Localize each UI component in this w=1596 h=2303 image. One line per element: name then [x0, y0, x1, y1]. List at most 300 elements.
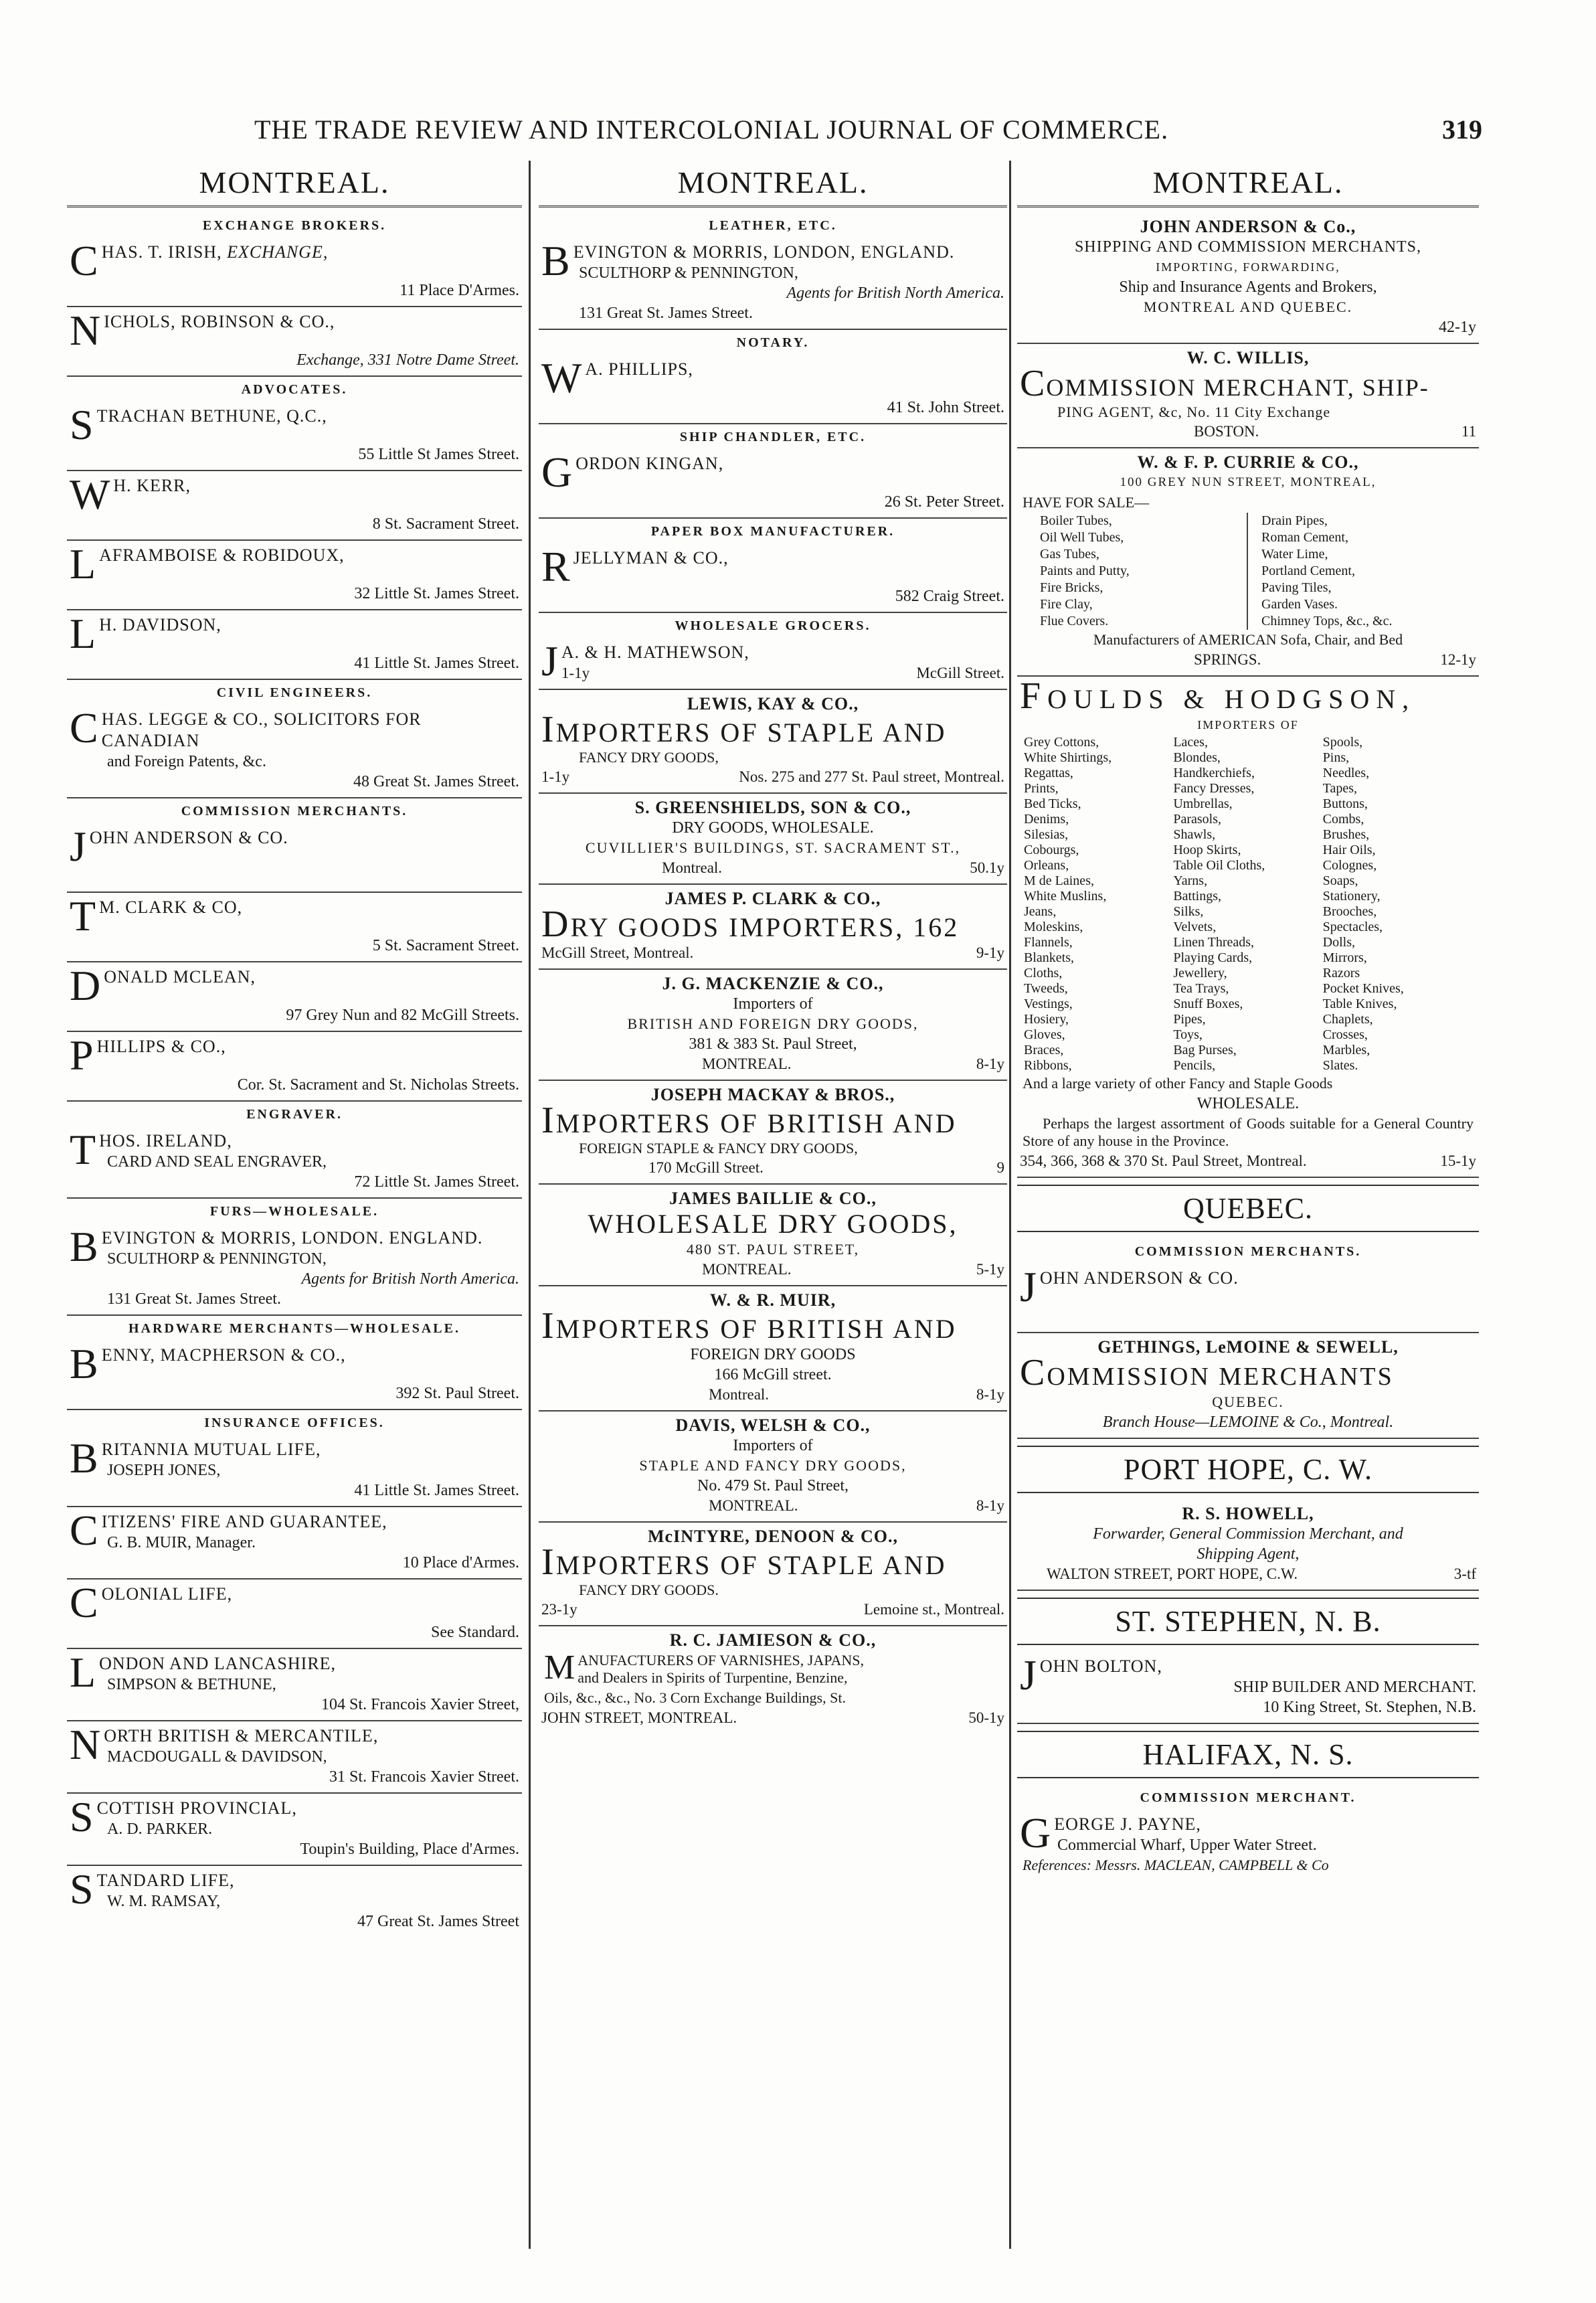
entry-address: JOHN STREET, MONTREAL.: [541, 1709, 737, 1726]
list-item: Jeans,: [1024, 904, 1057, 919]
drop-cap: N: [70, 1721, 102, 1768]
advertisement: [1017, 1500, 1479, 1591]
section-heading: HARDWARE MERCHANTS—WHOLESALE.: [128, 1321, 460, 1336]
entry-name: RITANNIA MUTUAL LIFE,: [101, 1440, 321, 1459]
list-item: Fire Bricks,: [1040, 580, 1103, 595]
ad-line: FANCY DRY GOODS,: [579, 749, 719, 766]
entry-address: 41 St. John Street.: [887, 399, 1004, 416]
list-item: Battings,: [1173, 889, 1221, 904]
list-item: Pins,: [1322, 750, 1350, 765]
entry-term: 8-1y: [976, 1497, 1004, 1514]
advertisement: [539, 1626, 1007, 1733]
list-item: Tweeds,: [1024, 981, 1068, 996]
drop-cap: M: [544, 1648, 575, 1687]
entry-address: 131 Great St. James Street.: [107, 1290, 281, 1308]
directory-entry: [539, 543, 1007, 613]
list-item: Bag Purses,: [1173, 1043, 1237, 1057]
entry-name: OHN ANDERSON & CO.: [1039, 1268, 1239, 1288]
entry-address: See Standard.: [431, 1624, 519, 1641]
ad-line: Shipping Agent,: [1196, 1545, 1300, 1563]
list-item: Water Lime,: [1261, 547, 1328, 562]
entry-detail: A. D. PARKER.: [107, 1820, 213, 1838]
entry-detail: Agents for British North America.: [301, 1270, 519, 1288]
entry-name: COTTISH PROVINCIAL,: [96, 1798, 297, 1818]
drop-cap: C: [70, 237, 99, 284]
list-item: Moleskins,: [1024, 920, 1083, 934]
list-item: Chaplets,: [1322, 1012, 1373, 1027]
list-item: Flue Covers.: [1040, 614, 1109, 628]
firm-name: W. C. WILLIS,: [1186, 348, 1310, 367]
ad-line: 100 GREY NUN STREET, MONTREAL,: [1120, 475, 1377, 489]
entry-detail: MACDOUGALL & DAVIDSON,: [107, 1748, 327, 1766]
ad-line: WHOLESALE.: [1196, 1095, 1300, 1112]
firm-name: JOSEPH MACKAY & BROS.,: [650, 1085, 895, 1104]
firm-name: J. G. MACKENZIE & CO.,: [662, 974, 884, 993]
list-item: Umbrellas,: [1173, 796, 1233, 811]
list-item: Marbles,: [1322, 1043, 1370, 1057]
list-item: Silks,: [1173, 904, 1204, 919]
directory-entry: [1017, 1264, 1479, 1333]
section-heading: PAPER BOX MANUFACTURER.: [650, 524, 895, 539]
drop-cap: B: [70, 1223, 99, 1270]
list-item: Pipes,: [1173, 1012, 1206, 1027]
ad-line: IMPORTING, FORWARDING,: [1156, 260, 1340, 274]
list-item: Blondes,: [1173, 750, 1221, 765]
place-heading: QUEBEC.: [1017, 1185, 1479, 1232]
entry-term: 3-tf: [1453, 1565, 1476, 1582]
column-right: [1017, 161, 1479, 2242]
drop-cap: S: [70, 401, 94, 448]
list-item: Spools,: [1322, 735, 1363, 750]
directory-entry: [67, 1866, 522, 1937]
firm-name: W. & R. MUIR,: [709, 1290, 836, 1310]
ad-line: PING AGENT, &c, No. 11 City Exchange: [1057, 404, 1331, 420]
directory-entry: [67, 823, 522, 893]
advertisement: [539, 690, 1007, 794]
list-item: Tapes,: [1322, 781, 1358, 796]
entry-address: Nos. 275 and 277 St. Paul street, Montreal.: [739, 768, 1004, 785]
entry-term: 8-1y: [976, 1055, 1004, 1072]
ad-line: Manufacturers of AMERICAN Sofa, Chair, and Bed: [1093, 631, 1403, 648]
entry-detail: References: Messrs. MACLEAN, CAMPBELL & Co: [1023, 1857, 1329, 1873]
directory-entry: [67, 541, 522, 610]
list-item: Handkerchiefs,: [1173, 766, 1255, 780]
entry-detail: W. M. RAMSAY,: [107, 1893, 221, 1910]
section-heading: LEATHER, ETC.: [709, 218, 837, 233]
entry-name: ORDON KINGAN,: [575, 454, 724, 473]
firm-name: DAVIS, WELSH & CO.,: [675, 1416, 871, 1435]
entry-detail: SCULTHORP & PENNINGTON,: [579, 264, 798, 282]
entry-name: ITIZENS' FIRE AND GUARANTEE,: [101, 1512, 387, 1531]
entry-name: EVINGTON & MORRIS, LONDON, ENGLAND.: [573, 242, 955, 262]
list-item: Garden Vases.: [1261, 597, 1338, 612]
list-item: Laces,: [1173, 735, 1208, 750]
list-item: Grey Cottons,: [1024, 735, 1099, 750]
directory-entry: [67, 1721, 522, 1794]
list-item: Braces,: [1024, 1043, 1064, 1057]
list-item: Brooches,: [1322, 904, 1377, 919]
directory-entry: [67, 1223, 522, 1316]
list-item: Gas Tubes,: [1040, 547, 1099, 562]
entry-address: 104 St. Francois Xavier Street,: [321, 1696, 519, 1713]
drop-cap: L: [70, 610, 97, 657]
directory-entry: [67, 1794, 522, 1866]
list-item: Pencils,: [1173, 1058, 1216, 1073]
list-item: Spectacles,: [1322, 920, 1383, 934]
advertisement: [1017, 448, 1479, 677]
entry-term: 50.1y: [970, 859, 1004, 876]
list-item: White Muslins,: [1024, 889, 1107, 904]
ad-headline: ANUFACTURERS OF VARNISHES, JAPANS,: [578, 1652, 864, 1669]
column-heading: MONTREAL.: [539, 161, 1007, 207]
entry-detail: and Foreign Patents, &c.: [107, 753, 266, 770]
directory-entry: [67, 307, 522, 377]
entry-address: Cor. St. Sacrament and St. Nicholas Streets.: [237, 1076, 519, 1094]
drop-cap: B: [70, 1340, 99, 1387]
entry-address: Toupin's Building, Place d'Armes.: [300, 1841, 519, 1858]
drop-cap: B: [70, 1434, 99, 1482]
ad-headline: MPORTERS OF STAPLE AND: [555, 1550, 947, 1580]
entry-address: 47 Great St. James Street: [357, 1913, 519, 1930]
drop-cap: W: [70, 471, 111, 518]
page-header: [0, 114, 1596, 154]
advertisement: [539, 885, 1007, 970]
drop-cap: L: [70, 1648, 97, 1696]
entry-term: 9-1y: [976, 944, 1004, 961]
list-item: Shawls,: [1173, 827, 1216, 842]
entry-address: 32 Little St. James Street.: [354, 585, 519, 602]
list-item: Prints,: [1024, 781, 1059, 796]
list-item: Cobourgs,: [1024, 843, 1079, 857]
entry-address: McGill Street.: [916, 665, 1004, 681]
drop-cap: P: [70, 1031, 94, 1079]
list-item: Chimney Tops, &c., &c.: [1261, 614, 1393, 628]
ad-headline: MPORTERS OF STAPLE AND: [555, 717, 947, 748]
drop-cap: C: [70, 1507, 99, 1554]
entry-address: 392 St. Paul Street.: [395, 1385, 519, 1402]
drop-cap: J: [541, 637, 559, 685]
drop-cap: J: [1020, 1651, 1037, 1699]
ad-line: MONTREAL AND QUEBEC.: [1143, 298, 1353, 315]
ad-line: BRITISH AND FOREIGN DRY GOODS,: [627, 1015, 919, 1032]
ad-line: 166 McGill street.: [714, 1366, 832, 1383]
list-item: Snuff Boxes,: [1173, 997, 1243, 1011]
list-item: Portland Cement,: [1261, 564, 1355, 578]
drop-cap: I: [541, 709, 556, 750]
ad-line: CUVILLIER'S BUILDINGS, ST. SACRAMENT ST.,: [585, 839, 961, 856]
ad-line: Oils, &c., &c., No. 3 Corn Exchange Buildings, St.: [544, 1689, 846, 1706]
drop-cap: C: [70, 1579, 99, 1626]
list-item: Soaps,: [1322, 873, 1358, 888]
entry-name: ONALD MCLEAN,: [104, 967, 256, 987]
list-item: Colognes,: [1322, 858, 1377, 873]
list-item: Vestings,: [1024, 997, 1073, 1011]
list-item: Table Knives,: [1322, 997, 1397, 1011]
list-item: Yarns,: [1173, 873, 1208, 888]
list-item: Buttons,: [1322, 796, 1368, 811]
entry-address: 72 Little St. James Street.: [354, 1173, 519, 1191]
ad-line: Ship and Insurance Agents and Brokers,: [1119, 278, 1377, 296]
drop-cap: I: [541, 1100, 556, 1141]
entry-name: EVINGTON & MORRIS, LONDON. ENGLAND.: [101, 1228, 483, 1248]
drop-cap: B: [541, 237, 571, 284]
entry-address: 10 Place d'Armes.: [402, 1554, 519, 1571]
drop-cap: T: [70, 892, 97, 940]
entry-name: AFRAMBOISE & ROBIDOUX,: [99, 545, 345, 565]
column-left: [67, 161, 522, 2242]
entry-address: Exchange, 331 Notre Dame Street.: [296, 351, 519, 369]
firm-name: JAMES P. CLARK & CO.,: [664, 889, 881, 908]
firm-name: W. & F. P. CURRIE & CO.,: [1137, 452, 1359, 472]
entry-name: A. PHILLIPS,: [585, 359, 693, 379]
ad-line: IMPORTERS OF: [1197, 718, 1299, 732]
column-middle: [539, 161, 1007, 2242]
drop-cap: C: [1020, 1352, 1047, 1393]
drop-cap: S: [70, 1793, 94, 1841]
list-item: Hoop Skirts,: [1173, 843, 1241, 857]
advertisement: [539, 970, 1007, 1081]
list-item: Razors: [1322, 966, 1360, 980]
entry-name: HAS. LEGGE & CO., SOLICITORS FOR CANADIAN: [101, 709, 422, 750]
entry-address: WALTON STREET, PORT HOPE, C.W.: [1047, 1565, 1298, 1582]
advertisement: [1017, 1333, 1479, 1439]
entry-name: OHN ANDERSON & CO.: [89, 828, 288, 847]
directory-entry: [67, 893, 522, 962]
entry-term: 50-1y: [968, 1709, 1004, 1726]
entry-detail: Agents for British North America.: [786, 284, 1004, 302]
list-item: Hosiery,: [1024, 1012, 1069, 1027]
directory-entry: [67, 1649, 522, 1721]
entry-suffix: EXCHANGE,: [227, 242, 329, 262]
section-heading: ENGRAVER.: [246, 1107, 343, 1122]
entry-name: M. CLARK & CO,: [99, 898, 243, 917]
entry-detail: CARD AND SEAL ENGRAVER,: [107, 1153, 327, 1171]
entry-address: Montreal.: [662, 859, 723, 876]
drop-cap: J: [1020, 1263, 1037, 1310]
directory-entry: [67, 1507, 522, 1580]
column-divider: [529, 161, 531, 2249]
advertisement: [539, 794, 1007, 885]
directory-entry: [67, 1032, 522, 1102]
advertisement: [539, 1081, 1007, 1185]
goods-list: [1020, 735, 1476, 1074]
drop-cap: I: [541, 1305, 556, 1347]
firm-name: McINTYRE, DENOON & CO.,: [648, 1527, 898, 1546]
directory-entry: [67, 1126, 522, 1199]
entry-name: ONDON AND LANCASHIRE,: [99, 1654, 337, 1673]
list-item: M de Laines,: [1024, 873, 1094, 888]
place-heading: PORT HOPE, C. W.: [1017, 1446, 1479, 1493]
list-item: Bed Ticks,: [1024, 796, 1081, 811]
entry-name: OLONIAL LIFE,: [101, 1584, 233, 1604]
entry-name: H. KERR,: [113, 476, 191, 495]
list-item: Silesias,: [1024, 827, 1069, 842]
entry-address: 582 Craig Street.: [895, 588, 1004, 605]
section-heading: ADVOCATES.: [241, 382, 348, 397]
ad-line: Perhaps the largest assortment of Goods suitable for a General Country Store of any house in the Province.: [1023, 1115, 1474, 1149]
goods-list-col2: [1173, 735, 1322, 1074]
advertisement: [1017, 344, 1479, 448]
firm-name: GETHINGS, LeMOINE & SEWELL,: [1097, 1337, 1399, 1357]
firm-name: JAMES BAILLIE & CO.,: [669, 1189, 877, 1208]
entry-term: 42-1y: [1439, 319, 1476, 336]
drop-cap: C: [70, 704, 99, 752]
advertisement: [539, 1523, 1007, 1626]
entry-address: 5 St. Sacrament Street.: [372, 937, 519, 954]
entry-term: 9: [996, 1159, 1004, 1176]
directory-entry: [67, 962, 522, 1032]
section-heading: EXCHANGE BROKERS.: [202, 218, 387, 233]
entry-detail: SIMPSON & BETHUNE,: [107, 1676, 276, 1693]
section-heading: SHIP CHANDLER, ETC.: [679, 430, 867, 444]
list-item: Pocket Knives,: [1322, 981, 1404, 996]
directory-entry: [539, 449, 1007, 519]
firm-name: R. S. HOWELL,: [1182, 1504, 1314, 1523]
entry-name: TANDARD LIFE,: [96, 1871, 235, 1890]
entry-address: 41 Little St. James Street.: [354, 1482, 519, 1499]
ad-headline: OULDS & HODGSON,: [1047, 684, 1416, 714]
entry-name: ENNY, MACPHERSON & CO.,: [101, 1345, 346, 1365]
entry-address: 97 Grey Nun and 82 McGill Streets.: [286, 1007, 519, 1024]
entry-name: OHN BOLTON,: [1039, 1656, 1162, 1676]
section-heading: COMMISSION MERCHANT.: [1140, 1790, 1356, 1805]
entry-address: 55 Little St James Street.: [358, 446, 519, 463]
entry-address: MONTREAL.: [709, 1497, 798, 1514]
list-item: Fire Clay,: [1040, 597, 1093, 612]
entry-name: HAS. T. IRISH,: [101, 242, 222, 262]
ad-headline: WHOLESALE DRY GOODS,: [588, 1209, 958, 1239]
list-item: Brushes,: [1322, 827, 1370, 842]
entry-detail: SCULTHORP & PENNINGTON,: [107, 1250, 327, 1268]
section-heading: INSURANCE OFFICES.: [204, 1416, 385, 1430]
directory-entry: [67, 238, 522, 307]
ad-line: DRY GOODS, WHOLESALE.: [672, 819, 874, 837]
drop-cap: D: [541, 904, 571, 945]
ad-line: SPRINGS.: [1194, 651, 1261, 668]
drop-cap: L: [70, 540, 97, 588]
column-heading: MONTREAL.: [67, 161, 522, 207]
ad-line: Importers of: [733, 1437, 813, 1454]
entry-name: EORGE J. PAYNE,: [1054, 1814, 1201, 1834]
product-list-right: [1248, 513, 1456, 630]
drop-cap: N: [70, 307, 102, 354]
entry-address: 31 St. Francois Xavier Street.: [329, 1768, 519, 1786]
entry-name: HOS. IRELAND,: [99, 1131, 232, 1150]
list-item: Ribbons,: [1024, 1058, 1072, 1073]
list-item: Drain Pipes,: [1261, 513, 1328, 528]
advertisement: [1017, 213, 1479, 344]
entry-address: 48 Great St. James Street.: [353, 773, 519, 790]
entry-detail: G. B. MUIR, Manager.: [107, 1534, 256, 1551]
advertisement: [539, 1185, 1007, 1286]
ad-line: QUEBEC.: [1212, 1393, 1284, 1410]
ad-line: 480 ST. PAUL STREET,: [686, 1241, 860, 1258]
ad-line: STAPLE AND FANCY DRY GOODS,: [639, 1457, 907, 1474]
list-item: Boiler Tubes,: [1040, 513, 1112, 528]
ad-line: Forwarder, General Commission Merchant, and: [1093, 1525, 1403, 1543]
journal-title: THE TRADE REVIEW AND INTERCOLONIAL JOURNAL OF COMMERCE.: [254, 114, 1169, 145]
drop-cap: F: [1020, 675, 1048, 717]
list-item: White Shirtings,: [1024, 750, 1112, 765]
directory-entry: [1017, 1810, 1479, 1881]
entry-address: MONTREAL.: [702, 1261, 792, 1278]
entry-term: 1-1y: [561, 665, 590, 681]
ad-headline: RY GOODS IMPORTERS, 162: [570, 912, 960, 942]
product-list: [1020, 513, 1476, 630]
list-item: Slates.: [1322, 1058, 1358, 1073]
drop-cap: C: [1020, 363, 1047, 404]
list-item: Oil Well Tubes,: [1040, 530, 1124, 545]
goods-list-col3: [1323, 735, 1472, 1074]
list-item: Hair Oils,: [1322, 843, 1376, 857]
entry-address: MONTREAL.: [702, 1055, 792, 1072]
goods-list-col1: [1024, 735, 1173, 1074]
drop-cap: W: [541, 354, 583, 402]
ad-headline: OMMISSION MERCHANT, SHIP-: [1046, 374, 1429, 401]
list-item: Combs,: [1322, 812, 1364, 827]
entry-detail: SHIP BUILDER AND MERCHANT.: [1233, 1679, 1476, 1696]
drop-cap: D: [70, 962, 102, 1009]
list-item: Crosses,: [1322, 1027, 1368, 1042]
list-item: Toys,: [1173, 1027, 1203, 1042]
section-heading: CIVIL ENGINEERS.: [216, 685, 373, 700]
list-item: Orleans,: [1024, 858, 1069, 873]
advertisement: [1017, 677, 1479, 1178]
section-heading: COMMISSION MERCHANTS.: [1134, 1244, 1362, 1259]
ad-line: And a large variety of other Fancy and Staple Goods: [1023, 1075, 1333, 1092]
list-item: Denims,: [1024, 812, 1069, 827]
ad-line: Importers of: [733, 995, 813, 1013]
list-item: Jewellery,: [1173, 966, 1227, 980]
entry-address: Lemoine st., Montreal.: [863, 1601, 1004, 1618]
list-item: Paving Tiles,: [1261, 580, 1332, 595]
entry-name: JELLYMAN & CO.,: [573, 548, 729, 568]
ad-line: FANCY DRY GOODS.: [579, 1582, 719, 1598]
firm-name: R. C. JAMIESON & CO.,: [669, 1630, 877, 1650]
directory-entry: [67, 1341, 522, 1410]
directory-entry: [67, 705, 522, 798]
section-heading: NOTARY.: [736, 335, 810, 350]
ad-line: 381 & 383 St. Paul Street,: [689, 1035, 857, 1053]
entry-address: 26 St. Peter Street.: [884, 493, 1004, 511]
entry-address: 41 Little St. James Street.: [354, 655, 519, 672]
entry-term: 11: [1461, 423, 1476, 440]
advertisement: [539, 1412, 1007, 1523]
list-item: Gloves,: [1024, 1027, 1065, 1042]
directory-entry: [539, 355, 1007, 424]
drop-cap: J: [70, 823, 87, 870]
list-item: Regattas,: [1024, 766, 1073, 780]
drop-cap: I: [541, 1541, 556, 1583]
entry-term: 8-1y: [976, 1386, 1004, 1403]
entry-address: McGill Street, Montreal.: [541, 944, 694, 961]
column-divider: [1009, 161, 1011, 2249]
entry-term: 15-1y: [1440, 1153, 1476, 1169]
drop-cap: T: [70, 1126, 97, 1173]
entry-address: 10 King Street, St. Stephen, N.B.: [1263, 1699, 1476, 1716]
page-number: 319: [1442, 114, 1482, 145]
ad-line: FOREIGN STAPLE & FANCY DRY GOODS,: [579, 1140, 858, 1157]
entry-name: A. & H. MATHEWSON,: [561, 643, 749, 662]
entry-detail: Commercial Wharf, Upper Water Street.: [1057, 1837, 1317, 1854]
advertisement: [539, 1286, 1007, 1412]
entry-name: TRACHAN BETHUNE, Q.C.,: [96, 406, 327, 426]
entry-address: 131 Great St. James Street.: [579, 305, 753, 322]
list-item: Flannels,: [1024, 935, 1073, 950]
list-item: Linen Threads,: [1173, 935, 1255, 950]
ad-headline: MPORTERS OF BRITISH AND: [555, 1108, 957, 1138]
entry-term: 12-1y: [1440, 651, 1476, 668]
